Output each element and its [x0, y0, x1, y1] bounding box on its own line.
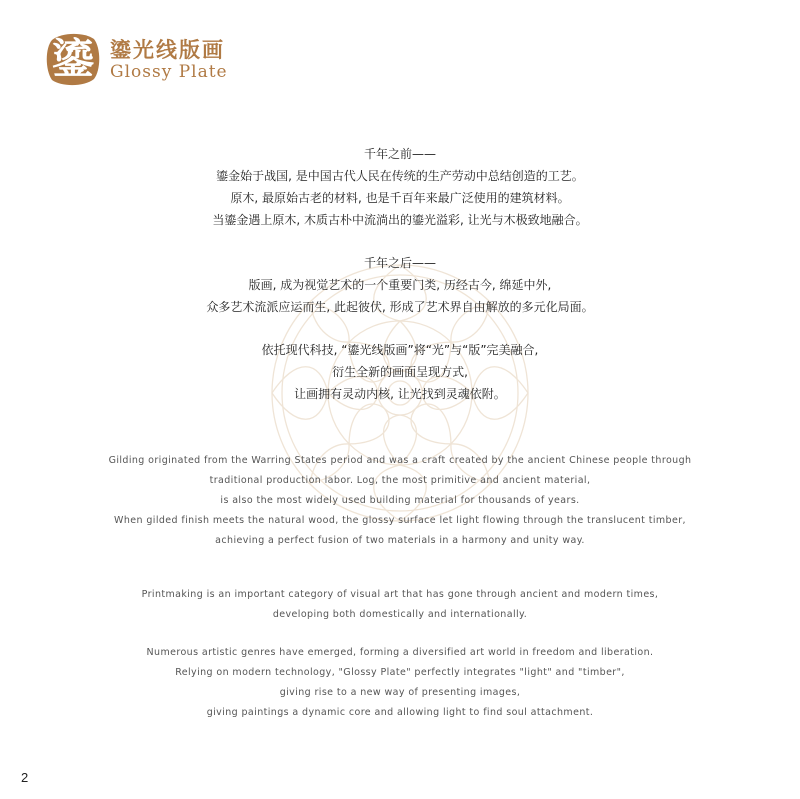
brand-name-chinese: 鎏光线版画	[110, 38, 225, 62]
text-line: 原木, 最原始古老的材料, 也是千百年来最广泛使用的建筑材料。	[230, 191, 570, 205]
chinese-paragraph-3	[0, 339, 800, 405]
text-line: 让画拥有灵动内核, 让光找到灵魂依附。	[294, 387, 506, 401]
text-line: giving paintings a dynamic core and allowing light to find soul attachment.	[206, 707, 594, 718]
text-line: 鎏金始于战国, 是中国古代人民在传统的生产劳动中总结创造的工艺。	[216, 169, 584, 183]
english-paragraph-1	[0, 451, 800, 551]
text-line: When gilded finish meets the natural wood, the glossy surface let light flowing through the translucent timber,	[114, 515, 686, 526]
english-paragraph-3	[0, 643, 800, 723]
chinese-paragraph-1	[0, 143, 800, 231]
seal-character: 鎏	[51, 34, 94, 83]
text-line: 千年之后——	[363, 256, 436, 270]
text-line: 衍生全新的画面呈现方式,	[332, 365, 468, 379]
text-line: developing both domestically and internationally.	[272, 609, 528, 620]
text-line: 众多艺术流派应运而生, 此起彼伏, 形成了艺术界自由解放的多元化局面。	[206, 300, 594, 314]
text-line: 依托现代科技, “鎏光线版画”将“光”与“版”完美融合,	[261, 343, 539, 357]
english-paragraph-2	[0, 585, 800, 625]
text-line: Printmaking is an important category of visual art that has gone through ancient and modern times,	[141, 589, 659, 600]
text-line: traditional production labor. Log, the most primitive and ancient material,	[209, 475, 591, 486]
text-line: 千年之前——	[363, 147, 436, 161]
text-line: Gilding originated from the Warring States period and was a craft created by the ancient Chinese people through	[108, 455, 692, 466]
text-line: Numerous artistic genres have emerged, forming a diversified art world in freedom and liberation.	[146, 647, 654, 658]
chinese-paragraph-2	[0, 252, 800, 318]
brand-logo	[44, 30, 244, 90]
text-line: Relying on modern technology, "Glossy Plate" perfectly integrates "light" and "timber",	[175, 667, 625, 678]
text-line: is also the most widely used building material for thousands of years.	[220, 495, 580, 506]
text-line: 版画, 成为视觉艺术的一个重要门类, 历经古今, 绵延中外,	[248, 278, 552, 292]
brand-name-english: Glossy Plate	[110, 62, 228, 82]
text-line: achieving a perfect fusion of two materials in a harmony and unity way.	[215, 535, 585, 546]
text-line: giving rise to a new way of presenting images,	[279, 687, 521, 698]
page-number: 2	[21, 770, 29, 785]
text-line: 当鎏金遇上原木, 木质古朴中流淌出的鎏光溢彩, 让光与木极致地融合。	[212, 213, 588, 227]
